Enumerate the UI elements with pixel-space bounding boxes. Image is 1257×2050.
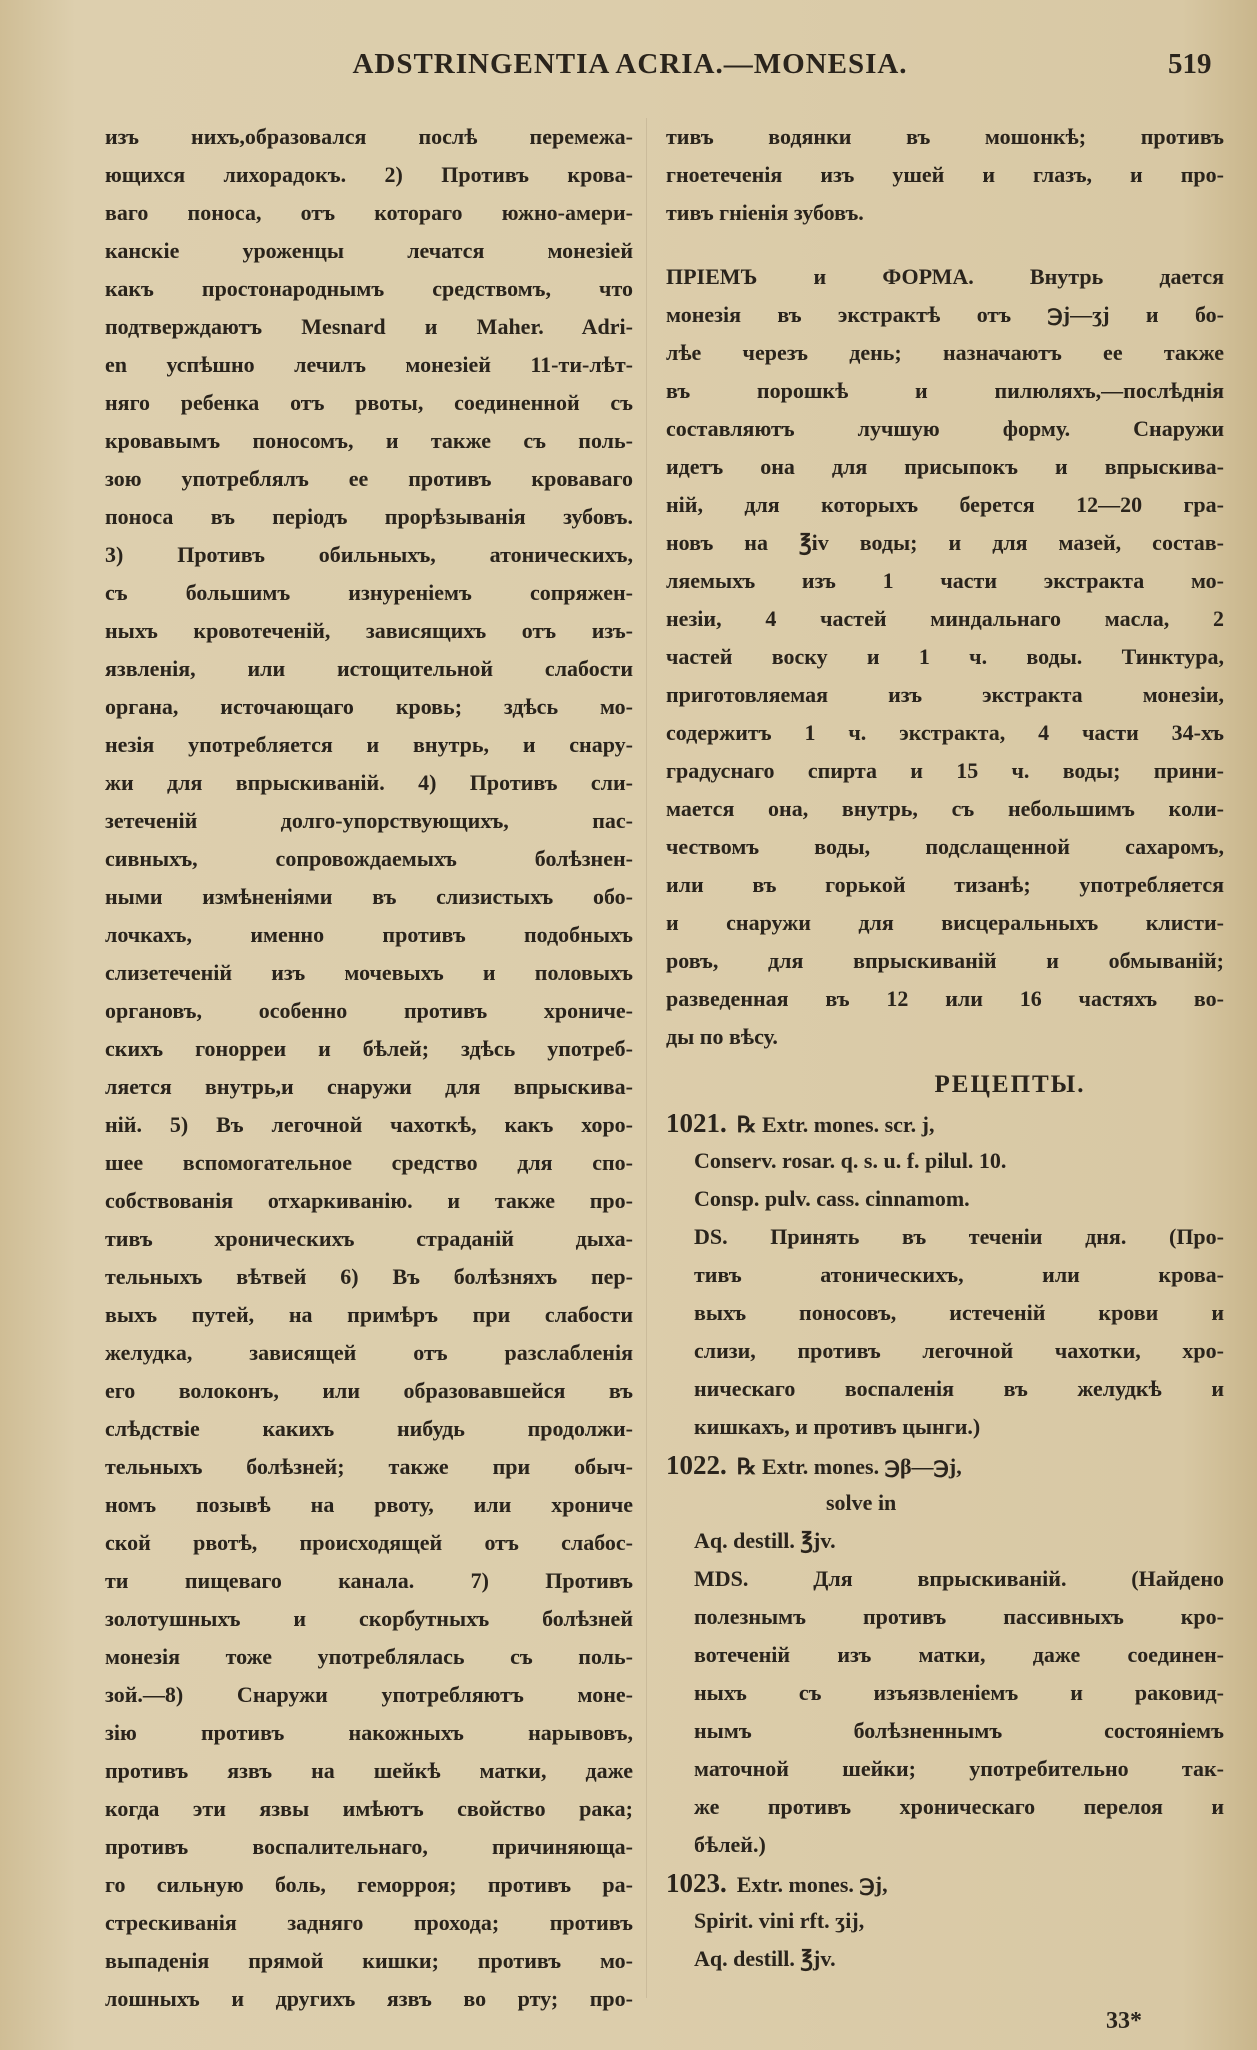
text-line: 3) Противъ обильныхъ, атоническихъ,	[105, 542, 633, 567]
text-line: золотушныхъ и скорбутныхъ болѣзней	[105, 1606, 633, 1631]
text-line: лѣе черезъ день; назначаютъ ее также	[666, 340, 1224, 365]
recipe-ingredient: Aq. destill. ℥jv.	[694, 1528, 836, 1553]
text-line: го сильную боль, геморроя; противъ ра-	[105, 1872, 633, 1897]
text-line: собствованія отхаркиванію. и также про-	[105, 1188, 633, 1213]
text-line: съ большимъ изнуреніемъ сопряжен-	[105, 580, 633, 605]
recipe-ingredient: Conserv. rosar. q. s. u. f. pilul. 10.	[694, 1148, 1007, 1173]
text-line: бѣлей.)	[694, 1832, 766, 1857]
text-line: en успѣшно лечилъ монезіей 11-ти-лѣт-	[105, 352, 633, 377]
left-column	[105, 118, 633, 2018]
right-column	[666, 118, 1224, 1978]
text-line: зой.—8) Снаружи употребляютъ моне-	[105, 1682, 633, 1707]
page-number: 519	[1168, 48, 1212, 80]
recipe-line	[666, 1864, 1224, 1902]
text-line: органа, источающаго кровь; здѣсь мо-	[105, 694, 633, 719]
text-line: чествомъ воды, подслащенной сахаромъ,	[666, 834, 1224, 859]
text-line: няго ребенка отъ рвоты, соединенной съ	[105, 390, 633, 415]
recipe-line	[666, 1104, 1224, 1142]
text-line: кровавымъ поносомъ, и также съ поль-	[105, 428, 633, 453]
recipe-1021	[666, 1104, 1224, 1446]
text-line: незіи, 4 частей миндальнаго масла, 2	[666, 606, 1224, 631]
text-line: зію противъ накожныхъ нарывовъ,	[105, 1720, 633, 1745]
text-line: стрескиванія задняго прохода; противъ	[105, 1910, 633, 1935]
text-line: ды по вѣсу.	[666, 1024, 778, 1049]
text-line: скихъ гонорреи и бѣлей; здѣсь употреб-	[105, 1036, 633, 1061]
text-line: органовъ, особенно противъ хрониче-	[105, 998, 633, 1023]
recipe-ingredient: Spirit. vini rft. ʒij,	[694, 1908, 865, 1933]
text-line: разведенная въ 12 или 16 частяхъ во-	[666, 986, 1224, 1011]
text-line: тивъ водянки въ мошонкѣ; противъ	[666, 124, 1224, 149]
text-line: тивъ хроническихъ страданій дыха-	[105, 1226, 633, 1251]
text-line: полезнымъ противъ пассивныхъ кро-	[694, 1604, 1224, 1629]
text-line: тельныхъ вѣтвей 6) Въ болѣзняхъ пер-	[105, 1264, 633, 1289]
text-line: монезія въ экстрактѣ отъ ℈j—ʒj и бо-	[666, 302, 1224, 327]
recipe-signa	[666, 1560, 1224, 1864]
dosage-form-paragraph	[666, 258, 1224, 1056]
text-line: жи для впрыскиваній. 4) Противъ сли-	[105, 770, 633, 795]
recipe-signa	[666, 1218, 1224, 1446]
recipe-number: 1023.	[666, 1868, 727, 1898]
text-line: приготовляемая изъ экстракта монезіи,	[666, 682, 1224, 707]
recipe-ingredient: Extr. mones. ℈j,	[736, 1872, 888, 1897]
text-line: тельныхъ болѣзней; также при обыч-	[105, 1454, 633, 1479]
text-line: тивъ атоническихъ, или крова-	[694, 1262, 1224, 1287]
text-line: ющихся лихорадокъ. 2) Противъ крова-	[105, 162, 633, 187]
text-line: выпаденія прямой кишки; противъ мо-	[105, 1948, 633, 1973]
text-line: ній, для которыхъ берется 12—20 гра-	[666, 492, 1224, 517]
text-line: номъ позывѣ на рвоту, или хрониче	[105, 1492, 633, 1517]
text-line: MDS. Для впрыскиваній. (Найдено	[694, 1566, 1224, 1591]
text-line: гноетеченія изъ ушей и глазъ, и про-	[666, 162, 1224, 187]
text-line: зою употреблялъ ее противъ кроваваго	[105, 466, 633, 491]
text-line: ній. 5) Въ легочной чахоткѣ, какъ хоро-	[105, 1112, 633, 1137]
recipe-ingredient: Aq. destill. ℥jv.	[694, 1946, 836, 1971]
text-line: подтверждаютъ Mesnard и Maher. Adri-	[105, 314, 633, 339]
recipe-ingredient: ℞ Extr. mones. ℈β—℈j,	[736, 1454, 962, 1479]
running-header-title: ADSTRINGENTIA ACRIA.—MONESIA.	[352, 48, 908, 80]
printer-signature-mark: 33*	[1106, 2008, 1142, 2034]
text-line: лошныхъ и другихъ язвъ во рту; про-	[105, 1986, 633, 2011]
text-line: монезія тоже употреблялась съ поль-	[105, 1644, 633, 1669]
text-line: въ порошкѣ и пилюляхъ,—послѣднія	[666, 378, 1224, 403]
text-line: же противъ хроническаго перелоя и	[694, 1794, 1224, 1819]
text-line: ПРІЕМЪ и ФОРМА. Внутрь дается	[666, 264, 1224, 289]
text-line: противъ воспалительнаго, причиняюща-	[105, 1834, 633, 1859]
text-line: содержитъ 1 ч. экстракта, 4 части 34-хъ	[666, 720, 1224, 745]
recipe-1023	[666, 1864, 1224, 1978]
text-line: слизетеченій изъ мочевыхъ и половыхъ	[105, 960, 633, 985]
text-line: ными измѣненіями въ слизистыхъ обо-	[105, 884, 633, 909]
text-line: или въ горькой тизанѣ; употребляется	[666, 872, 1224, 897]
column-divider	[646, 118, 647, 1998]
text-line: сивныхъ, сопровождаемыхъ болѣзнен-	[105, 846, 633, 871]
text-line: язвленія, или истощительной слабости	[105, 656, 633, 681]
text-line: шее вспомогательное средство для спо-	[105, 1150, 633, 1175]
text-line: кишкахъ, и противъ цынги.)	[694, 1414, 981, 1439]
recipe-ingredient: Consp. pulv. cass. cinnamom.	[694, 1186, 970, 1211]
text-line: противъ язвъ на шейкѣ матки, даже	[105, 1758, 633, 1783]
text-line: какъ простонароднымъ средствомъ, что	[105, 276, 633, 301]
text-line: ской рвотѣ, происходящей отъ слабос-	[105, 1530, 633, 1555]
text-line: ровъ, для впрыскиваній и обмываній;	[666, 948, 1224, 973]
text-line: выхъ поносовъ, истеченій крови и	[694, 1300, 1224, 1325]
recipe-number: 1022.	[666, 1450, 727, 1480]
text-line: маточной шейки; употребительно так-	[694, 1756, 1224, 1781]
text-line: идетъ она для присыпокъ и впрыскива-	[666, 454, 1224, 479]
recipe-ingredient: ℞ Extr. mones. scr. j,	[736, 1112, 935, 1137]
text-line: ныхъ кровотеченій, зависящихъ отъ изъ-	[105, 618, 633, 643]
recipe-ingredient: solve in	[826, 1490, 897, 1515]
recipes-heading: РЕЦЕПТЫ.	[934, 1071, 1086, 1098]
text-line: канскіе уроженцы лечатся монезіей	[105, 238, 633, 263]
text-line: ти пищеваго канала. 7) Противъ	[105, 1568, 633, 1593]
text-line: слизи, противъ легочной чахотки, хро-	[694, 1338, 1224, 1363]
text-line: незія употребляется и внутрь, и снару-	[105, 732, 633, 757]
text-line: и снаружи для висцеральныхъ клисти-	[666, 910, 1224, 935]
text-line: ляемыхъ изъ 1 части экстракта мо-	[666, 568, 1224, 593]
text-line: тивъ гніенія зубовъ.	[666, 200, 864, 225]
text-line: зетеченій долго-упорствующихъ, пас-	[105, 808, 633, 833]
text-line: изъ нихъ,образовался послѣ перемежа-	[105, 124, 633, 149]
text-line: когда эти язвы имѣютъ свойство рака;	[105, 1796, 633, 1821]
text-line: нымъ болѣзненнымъ состояніемъ	[694, 1718, 1224, 1743]
right-intro-paragraph	[666, 118, 1224, 232]
text-line: ляется внутрь,и снаружи для впрыскива-	[105, 1074, 633, 1099]
text-line: выхъ путей, на примѣръ при слабости	[105, 1302, 633, 1327]
text-line: поноса въ періодъ прорѣзыванія зубовъ.	[105, 504, 633, 529]
text-line: градуснаго спирта и 15 ч. воды; прини-	[666, 758, 1224, 783]
text-line: лочкахъ, именно противъ подобныхъ	[105, 922, 633, 947]
text-line: частей воску и 1 ч. воды. Тинктура,	[666, 644, 1224, 669]
recipe-number: 1021.	[666, 1108, 727, 1138]
text-line: новъ на ℥iv воды; и для мазей, состав-	[666, 530, 1224, 555]
text-line: вотеченій изъ матки, даже соединен-	[694, 1642, 1224, 1667]
recipe-1022	[666, 1446, 1224, 1864]
text-line: составляютъ лучшую форму. Снаружи	[666, 416, 1224, 441]
text-line: ныхъ съ изъязвленіемъ и раковид-	[694, 1680, 1224, 1705]
recipe-line	[666, 1446, 1224, 1484]
text-line: желудка, зависящей отъ разслабленія	[105, 1340, 633, 1365]
text-line: ническаго воспаленія въ желудкѣ и	[694, 1376, 1224, 1401]
text-line: DS. Принять въ теченіи дня. (Про-	[694, 1224, 1224, 1249]
text-line: мается она, внутрь, съ небольшимъ коли-	[666, 796, 1224, 821]
text-line: его волоконъ, или образовавшейся въ	[105, 1378, 633, 1403]
text-line: слѣдствіе какихъ нибудь продолжи-	[105, 1416, 633, 1441]
text-line: ваго поноса, отъ котораго южно-амери-	[105, 200, 633, 225]
